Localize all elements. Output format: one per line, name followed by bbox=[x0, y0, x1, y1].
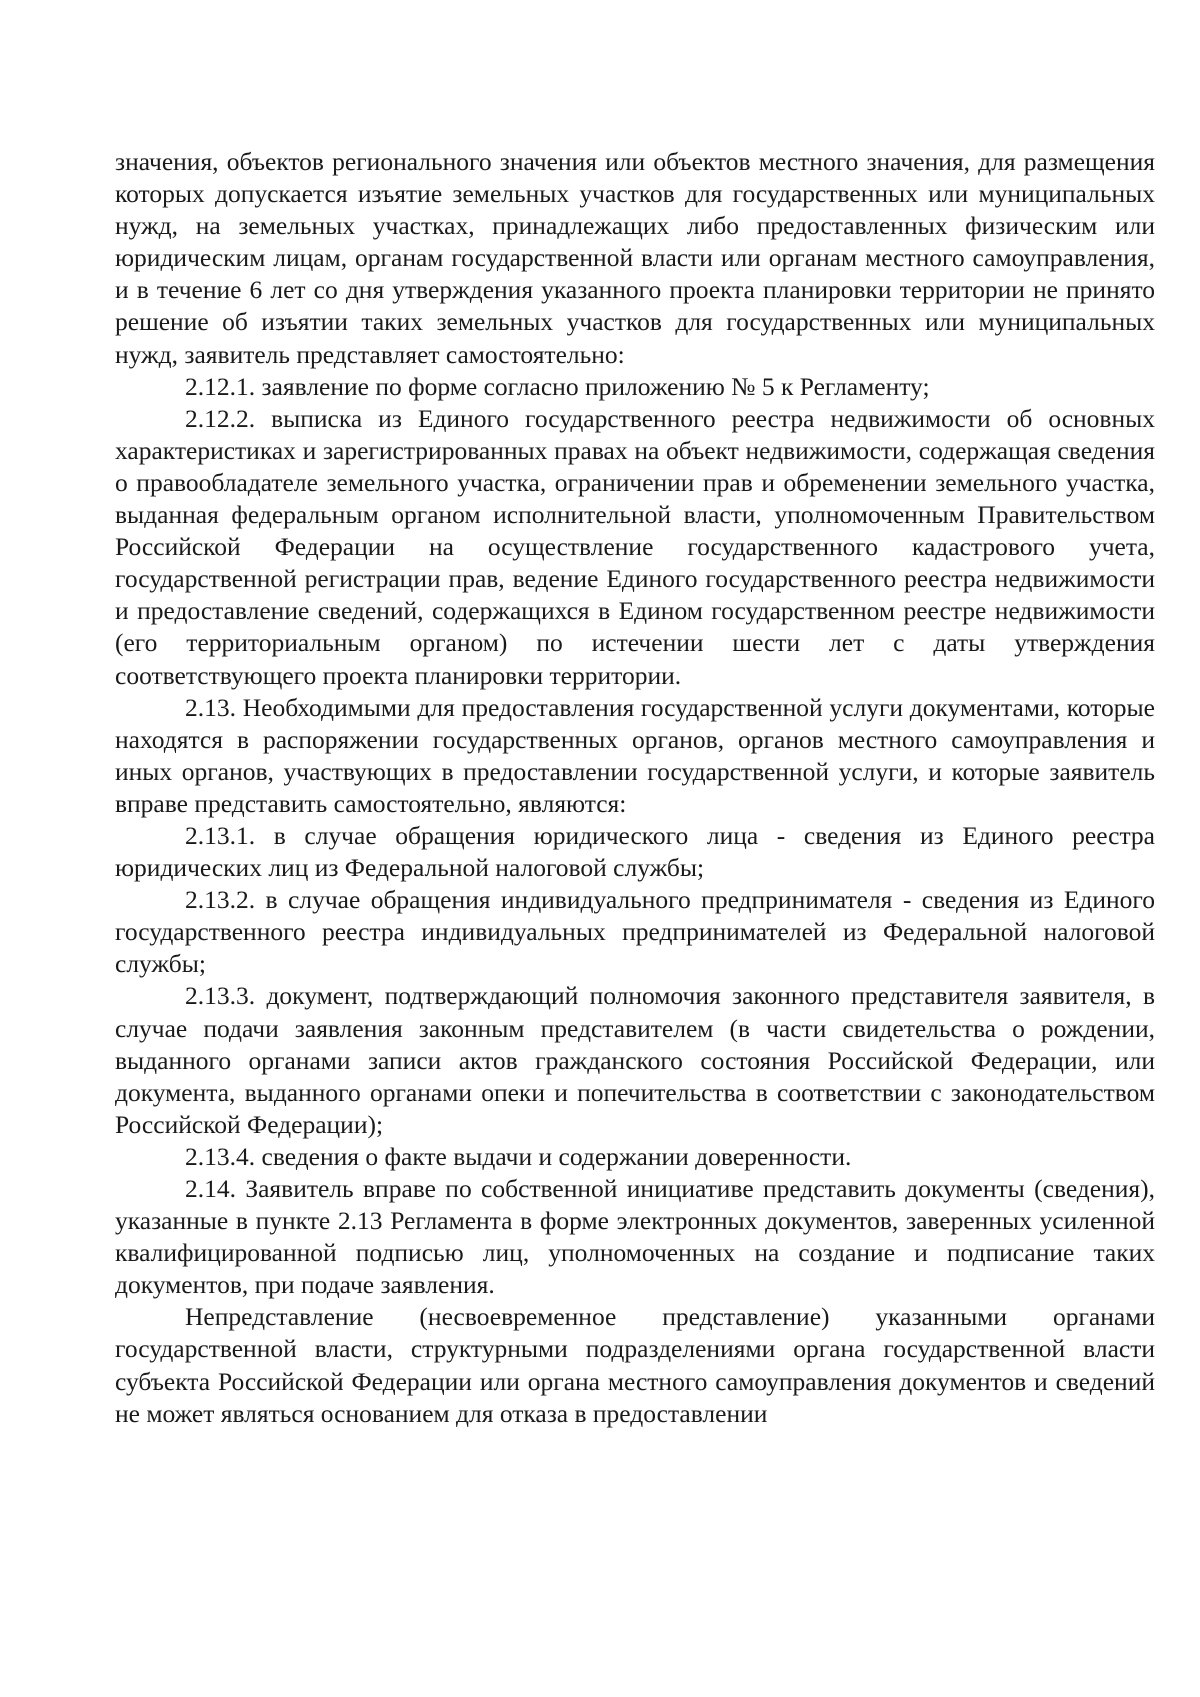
paragraph-2-13: 2.13. Необходимыми для предоставления государственной услуги документами, которые находятся в распоряжении государственных органов, органов местного самоуправления и иных органов, участвующих в предоставлении государственной услуги, и которые заявитель вправе представить самостоятельно, являются: bbox=[115, 692, 1155, 818]
paragraph-2-14: 2.14. Заявитель вправе по собственной инициативе представить документы (сведения), указанные в пункте 2.13 Регламента в форме электронных документов, заверенных усиленной квалифицированной подписью лиц, уполномоченных на создание и подписание таких документов, при подаче заявления. bbox=[115, 1174, 1155, 1300]
document-page bbox=[115, 146, 1155, 1430]
paragraph-non-submission: Непредставление (несвоевременное представление) указанными органами государственной власти, структурными подразделениями органа государственной власти субъекта Российской Федерации или органа местного самоуправления документов и сведений не может являться основанием для отказа в предоставлении bbox=[115, 1302, 1155, 1428]
paragraph-2-13-1: 2.13.1. в случае обращения юридического лица - сведения из Единого реестра юридических лиц из Федеральной налоговой службы; bbox=[115, 820, 1155, 883]
paragraph-2-13-3: 2.13.3. документ, подтверждающий полномочия законного представителя заявителя, в случае подачи заявления законным представителем (в части свидетельства о рождении, выданного органами записи актов гражданского состояния Российской Федерации, или документа, выданного органами опеки и попечительства в соответствии с законодательством Российской Федерации); bbox=[115, 981, 1155, 1139]
paragraph-2-13-4: 2.13.4. сведения о факте выдачи и содержании доверенности. bbox=[185, 1141, 852, 1171]
paragraph-2-13-2: 2.13.2. в случае обращения индивидуального предпринимателя - сведения из Единого государственного реестра индивидуальных предпринимателей из Федеральной налоговой службы; bbox=[115, 885, 1155, 979]
paragraph-2-12-1: 2.12.1. заявление по форме согласно приложению № 5 к Регламенту; bbox=[185, 371, 930, 401]
paragraph-continuation: значения, объектов регионального значения или объектов местного значения, для размещения которых допускается изъятие земельных участков для государственных или муниципальных нужд, на земельных участках, принадлежащих либо предоставленных физическим или юридическим лицам, органам государственной власти или органам местного самоуправления, и в течение 6 лет со дня утверждения указанного проекта планировки территории не принято решение об изъятии таких земельных участков для государственных или муниципальных нужд, заявитель представляет самостоятельно: bbox=[115, 147, 1155, 369]
paragraph-2-12-2: 2.12.2. выписка из Единого государственного реестра недвижимости об основных характеристиках и зарегистрированных правах на объект недвижимости, содержащая сведения о правообладателе земельного участка, ограничении прав и обременении земельного участка, выданная федеральным органом исполнительной власти, уполномоченным Правительством Российской Федерации на осуществление государственного кадастрового учета, государственной регистрации прав, ведение Единого государственного реестра недвижимости и предоставление сведений, содержащихся в Едином государственном реестре недвижимости (его территориальным органом) по истечении шести лет с даты утверждения соответствующего проекта планировки территории. bbox=[115, 403, 1155, 690]
